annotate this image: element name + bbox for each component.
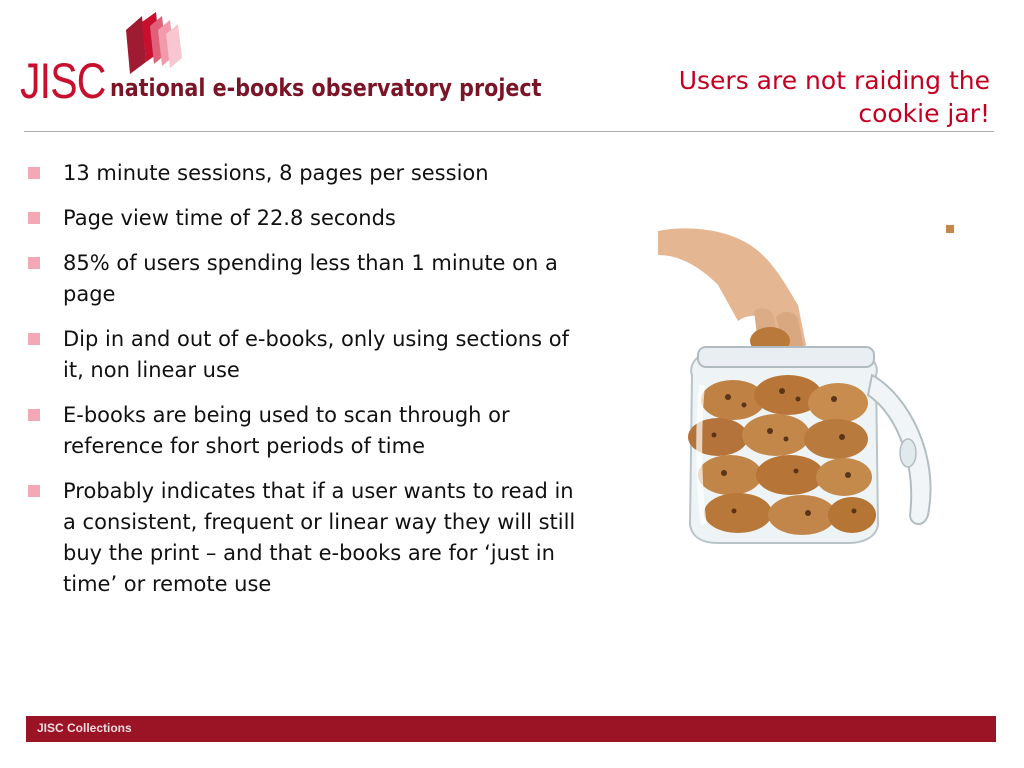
- bullet-square-icon: [28, 485, 40, 497]
- bullet-item: [28, 324, 588, 386]
- header-divider: [24, 131, 994, 132]
- bullet-text: 85% of users spending less than 1 minute on a page: [63, 251, 558, 306]
- bullet-square-icon: [28, 333, 40, 345]
- bullet-item: [28, 400, 588, 462]
- bullet-square-icon: [28, 212, 40, 224]
- footer-text: JISC Collections: [37, 721, 132, 735]
- bullet-square-icon: [28, 409, 40, 421]
- logo-jisc-text: JISC: [20, 53, 106, 109]
- books-logo-icon: [124, 10, 188, 76]
- footer-bar: [26, 716, 996, 742]
- slide-title-line-1: Users are not raiding the: [678, 66, 990, 95]
- bullet-text: Probably indicates that if a user wants to read in a consistent, frequent or linear way they will still buy the print – and that e-books are for ‘just in time’ or remote use: [63, 479, 576, 596]
- bullet-text: E-books are being used to scan through or reference for short periods of time: [63, 403, 510, 458]
- bullet-list: [28, 158, 588, 614]
- bullet-item: [28, 248, 588, 310]
- bullet-item: [28, 203, 588, 234]
- bullet-item: [28, 476, 588, 600]
- bullet-text: Dip in and out of e-books, only using sections of it, non linear use: [63, 327, 569, 382]
- bullet-text: 13 minute sessions, 8 pages per session: [63, 161, 489, 185]
- bullet-item: [28, 158, 588, 189]
- cookie-jar-photo: [658, 225, 954, 551]
- bullet-square-icon: [28, 257, 40, 269]
- bullet-text: Page view time of 22.8 seconds: [63, 206, 396, 230]
- logo-project-text: national e-books observatory project: [110, 74, 542, 102]
- slide-title: [590, 64, 990, 130]
- jisc-logo: [20, 8, 580, 118]
- bullet-square-icon: [28, 167, 40, 179]
- slide-title-line-2: cookie jar!: [858, 99, 990, 128]
